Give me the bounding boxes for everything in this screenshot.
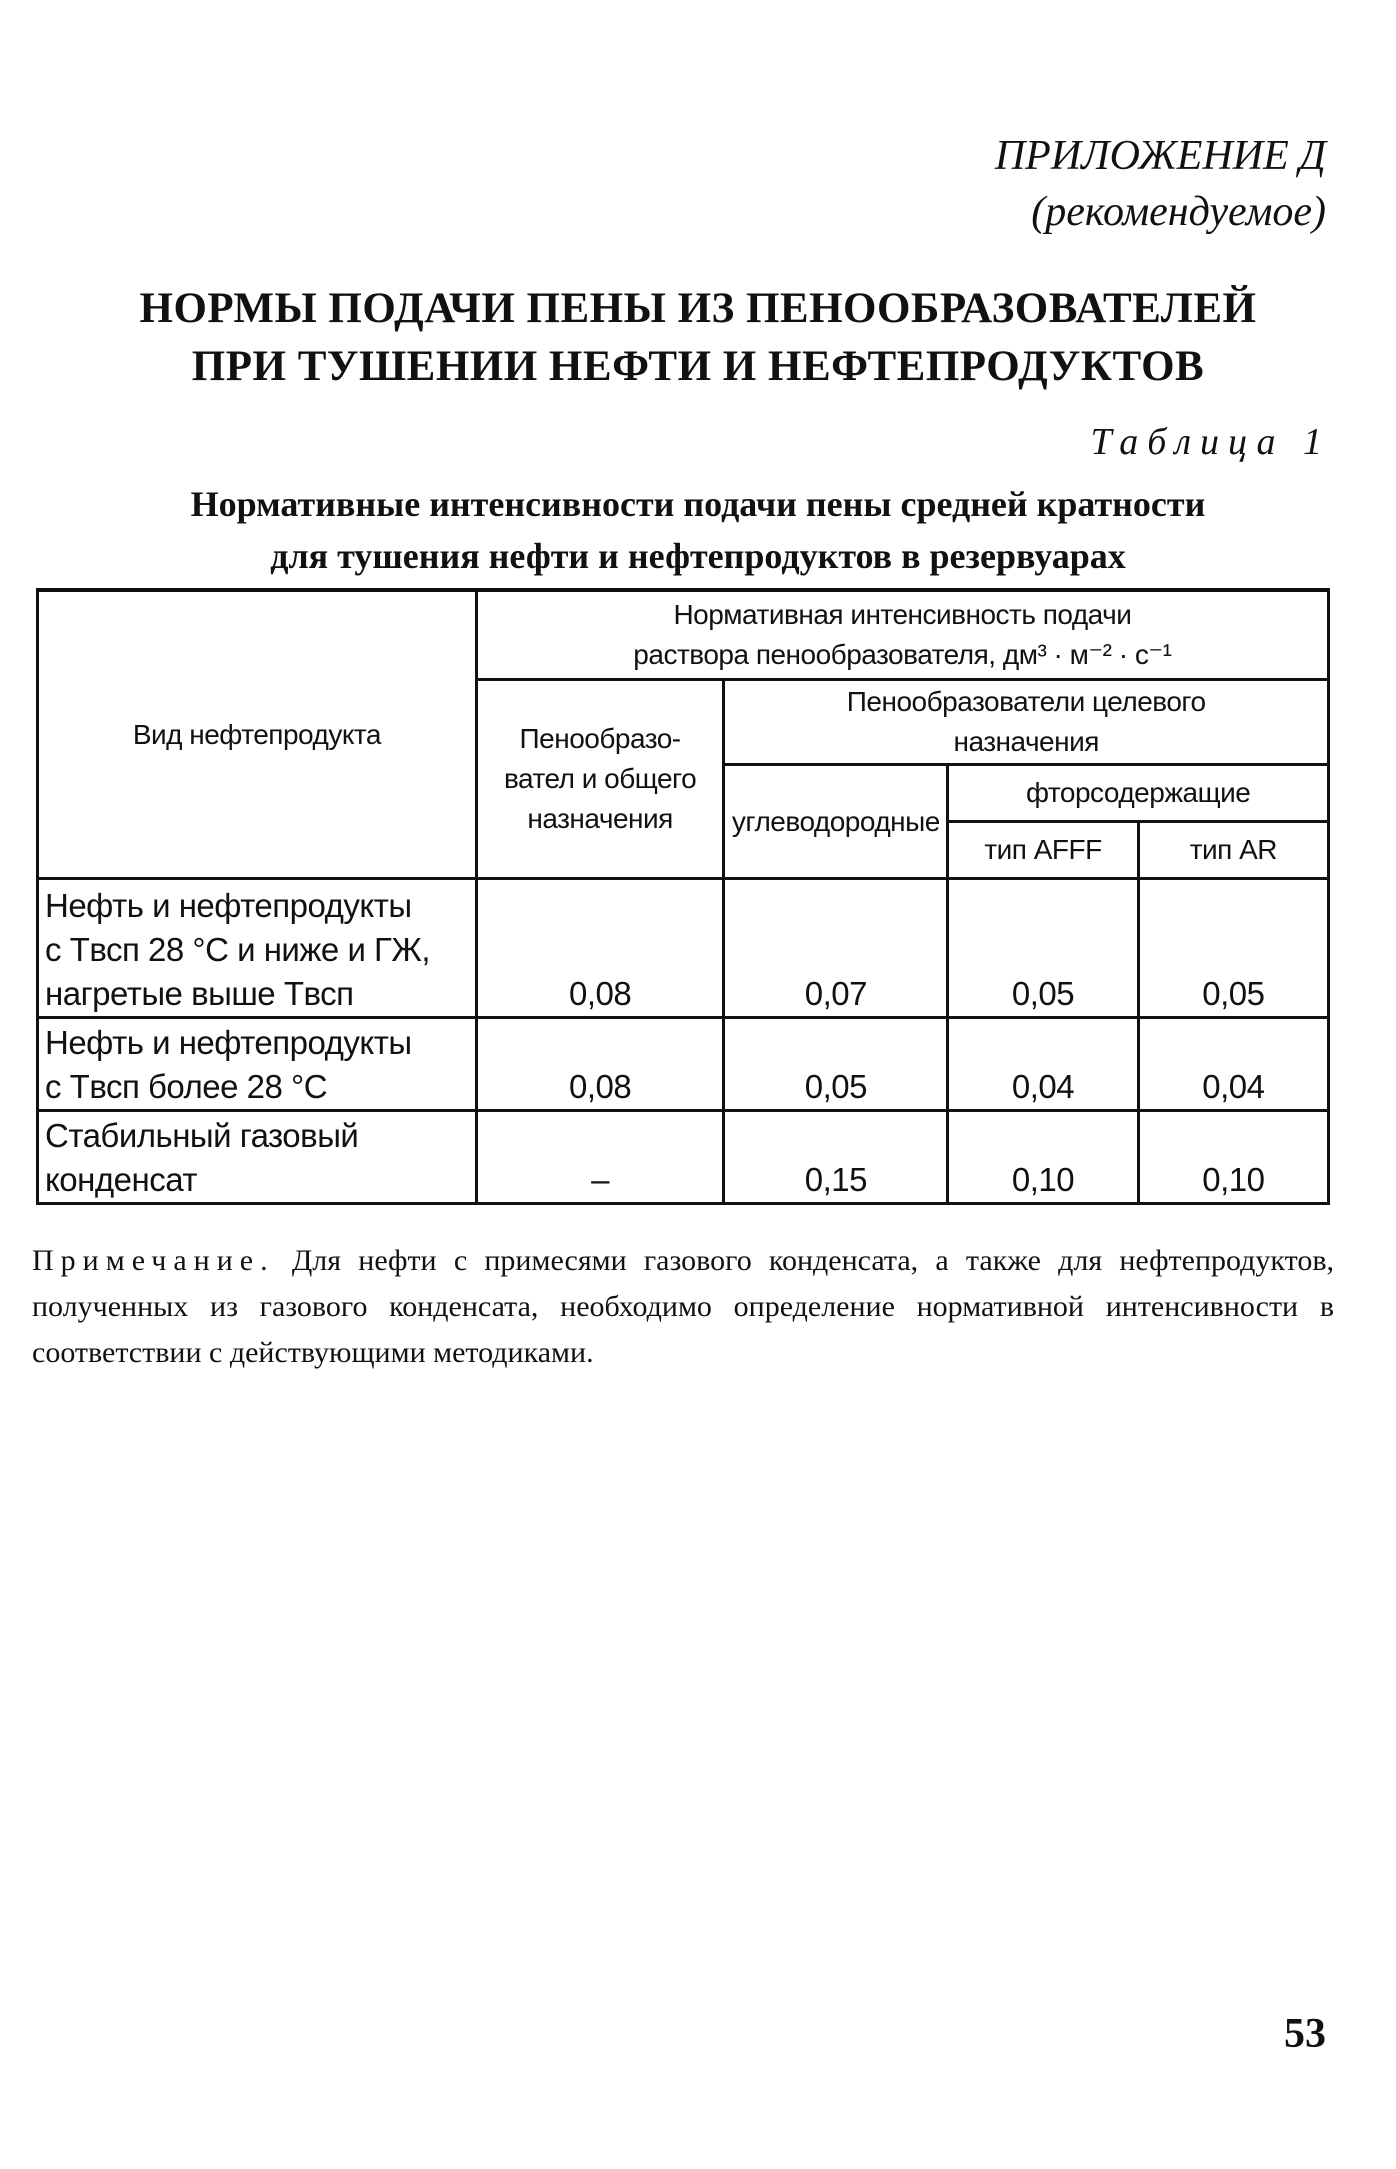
cell-hydrocarbon: 0,15 [724,1111,948,1204]
appendix-label: ПРИЛОЖЕНИЕ Д [994,133,1326,179]
header-hydrocarbon: углеводородные [724,765,948,879]
header-intensity [476,590,1328,680]
row-name-line: конденсат [45,1161,197,1198]
title-line-1: НОРМЫ ПОДАЧИ ПЕНЫ ИЗ ПЕНООБРАЗОВАТЕЛЕЙ [139,285,1257,332]
note-label: Примечание. [32,1244,275,1277]
header-general-purpose: Пенообразо-вател и общего назначения [476,680,724,879]
note-text: Для нефти с примесями газового конденсата, а также для нефтепродуктов, полученных из газового конденсата, необходимо определение нормативной интенсивности в соответствии с действующими методиками. [32,1244,1334,1369]
cell-hydrocarbon: 0,05 [724,1018,948,1111]
row-name-line: Нефть и нефтепродукты [45,1024,412,1061]
row-name-line: нагретые выше Tвсп [45,975,354,1012]
cell-general: 0,08 [476,1018,724,1111]
cell-ar: 0,04 [1138,1018,1328,1111]
row-name [38,879,477,1018]
table-caption [40,478,1356,582]
title-line-2: ПРИ ТУШЕНИИ НЕФТИ И НЕФТЕПРОДУКТОВ [191,343,1205,390]
cell-ar: 0,10 [1138,1111,1328,1204]
cell-afff: 0,05 [948,879,1138,1018]
header-product-type: Вид нефтепродукта [38,590,477,879]
table-caption-line-1: Нормативные интенсивности подачи пены средней кратности [190,484,1206,524]
table-note [32,1238,1334,1376]
table-caption-line-2: для тушения нефти и нефтепродуктов в резервуарах [270,536,1126,576]
row-name-line: Нефть и нефтепродукты [45,887,412,924]
header-afff: тип AFFF [948,822,1138,879]
foam-norms-table [36,588,1330,1205]
cell-hydrocarbon: 0,07 [724,879,948,1018]
header-fluorine: фторсодержащие [948,765,1329,822]
header-intensity-line-1: Нормативная интенсивность подачи [673,599,1132,630]
page-number: 53 [1284,2011,1326,2057]
document-title [40,280,1356,396]
cell-general: – [476,1111,724,1204]
row-name [38,1018,477,1111]
cell-general: 0,08 [476,879,724,1018]
row-name-line: с Tвсп более 28 °C [45,1068,328,1105]
header-ar: тип AR [1138,822,1328,879]
row-name [38,1111,477,1204]
row-name-line: Стабильный газовый [45,1117,359,1154]
appendix-heading [995,128,1326,240]
appendix-status: (рекомендуемое) [1031,189,1326,235]
cell-afff: 0,04 [948,1018,1138,1111]
cell-afff: 0,10 [948,1111,1138,1204]
cell-ar: 0,05 [1138,879,1328,1018]
table-row [38,1111,1329,1204]
header-special-purpose: Пенообразователи целевого назначения [724,680,1329,765]
table-number: Таблица 1 [1090,421,1331,463]
table-row [38,879,1329,1018]
table-row [38,1018,1329,1111]
row-name-line: с Tвсп 28 °C и ниже и ГЖ, [45,931,431,968]
header-intensity-line-2: раствора пенообразователя, дм³ · м⁻² · с⁻¹ [633,639,1172,670]
